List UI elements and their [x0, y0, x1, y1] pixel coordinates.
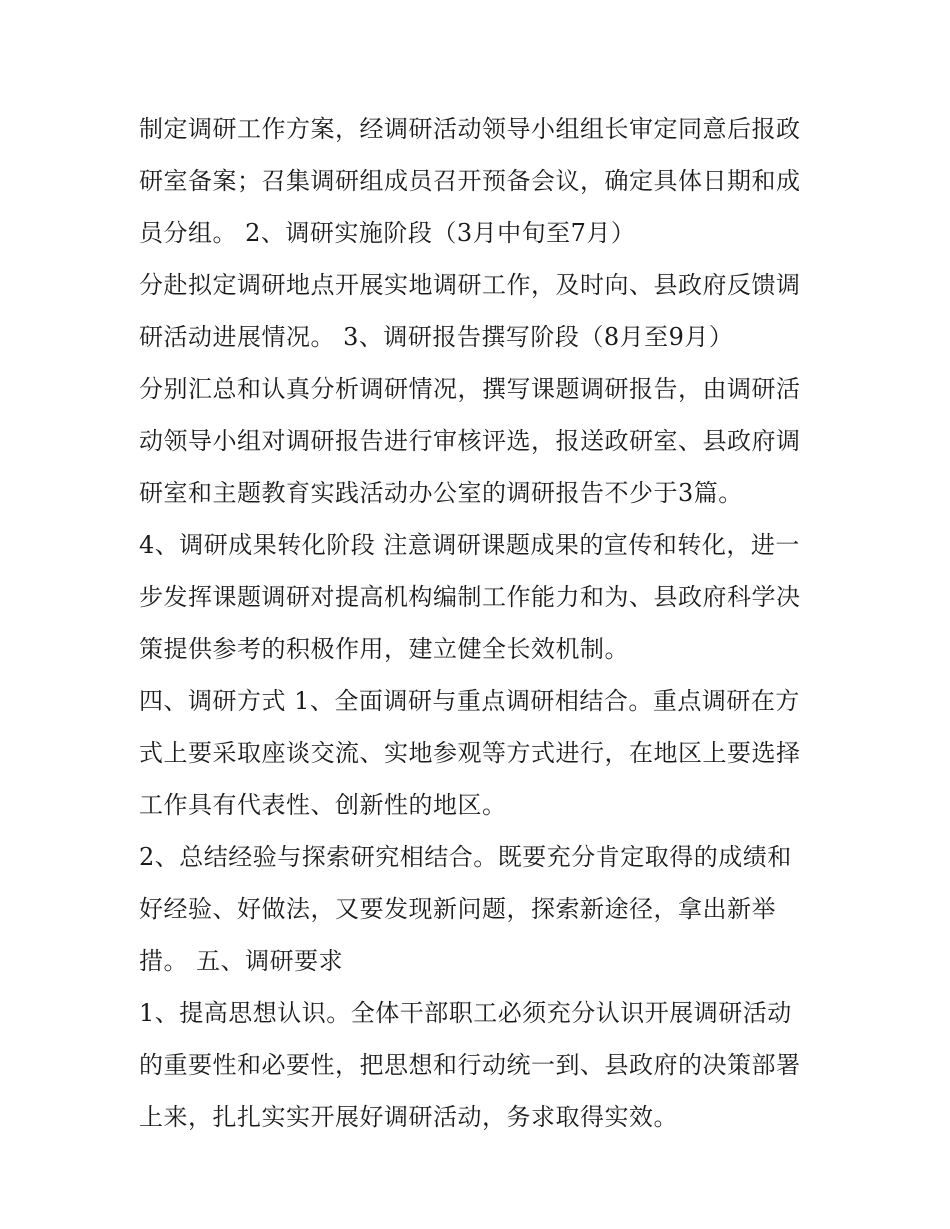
- text-line: 研活动进展情况。 3、调研报告撰写阶段（8月至9月）: [139, 323, 734, 351]
- text-line: 1、提高思想认识。全体干部职工必须充分认识开展调研活动: [139, 999, 792, 1027]
- text-line: 研室备案；召集调研组成员召开预备会议，确定具体日期和成: [139, 167, 801, 195]
- document-body: [139, 105, 819, 1145]
- text-line: 好经验、好做法，又要发现新问题，探索新途径，拿出新举: [139, 895, 776, 923]
- text-line: 制定调研工作方案，经调研活动领导小组组长审定同意后报政: [139, 115, 801, 143]
- text-line: 2、总结经验与探索研究相结合。既要充分肯定取得的成绩和: [139, 843, 792, 871]
- text-line: 研室和主题教育实践活动办公室的调研报告不少于3篇。: [139, 479, 743, 507]
- text-line: 员分组。 2、调研实施阶段（3月中旬至7月）: [139, 219, 636, 247]
- text-line: 工作具有代表性、创新性的地区。: [139, 791, 507, 819]
- text-line: 步发挥课题调研对提高机构编制工作能力和为、县政府科学决: [139, 583, 801, 611]
- text-line: 4、调研成果转化阶段 注意调研课题成果的宣传和转化，进一: [139, 531, 800, 559]
- text-line: 动领导小组对调研报告进行审核评选，报送政研室、县政府调: [139, 427, 801, 455]
- text-line: 措。 五、调研要求: [139, 947, 344, 975]
- text-line: 分赴拟定调研地点开展实地调研工作，及时向、县政府反馈调: [139, 271, 801, 299]
- text-line: 四、调研方式 1、全面调研与重点调研相结合。重点调研在方: [139, 687, 800, 715]
- text-line: 式上要采取座谈交流、实地参观等方式进行，在地区上要选择: [139, 739, 801, 767]
- text-line: 的重要性和必要性，把思想和行动统一到、县政府的决策部署: [139, 1051, 801, 1079]
- text-line: 上来，扎扎实实开展好调研活动，务求取得实效。: [139, 1103, 678, 1131]
- text-line: 策提供参考的积极作用，建立健全长效机制。: [139, 635, 629, 663]
- text-line: 分别汇总和认真分析调研情况，撰写课题调研报告，由调研活: [139, 375, 801, 403]
